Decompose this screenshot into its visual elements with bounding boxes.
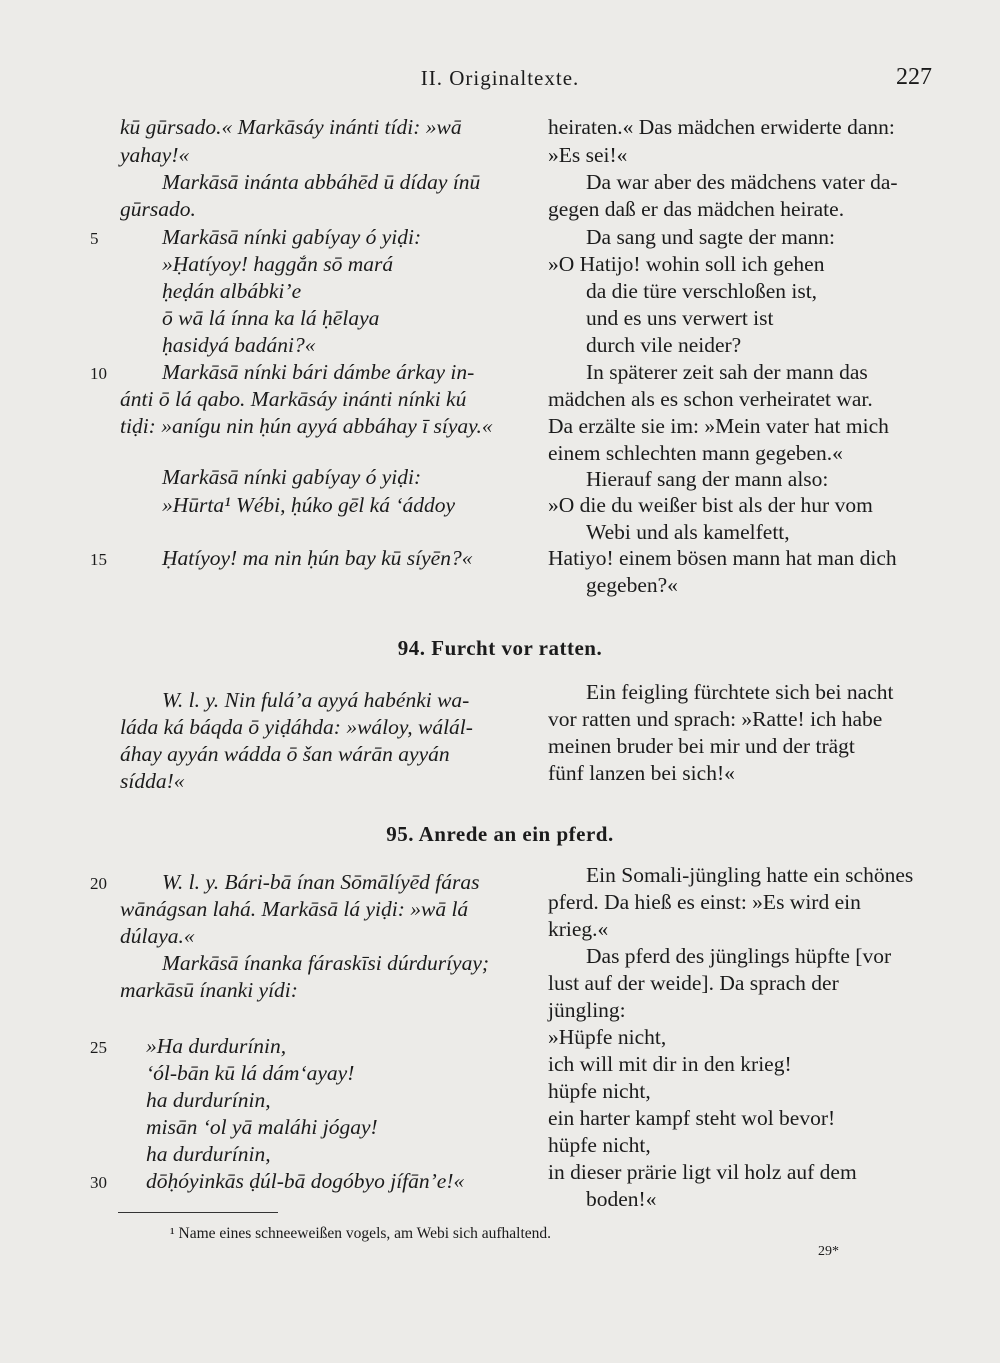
text-line: Markāsā nínki gabíyay ó yiḍi: xyxy=(162,465,422,489)
line-number: 20 xyxy=(90,874,107,893)
text-line: boden!« xyxy=(586,1187,657,1211)
text-line: W. l. y. Bári-bā ínan Sōmālíyēd fáras xyxy=(162,870,480,894)
text-line: misān ʻol yā maláhi jógay! xyxy=(146,1115,378,1139)
text-line: Ein feigling fürchtete sich bei nacht xyxy=(586,680,894,704)
text-line: krieg.« xyxy=(548,917,609,941)
text-line: und es uns verwert ist xyxy=(586,306,774,330)
text-line: tiḍi: »anígu nin ḥún ayyá abbáhay ī síyay.« xyxy=(120,414,493,438)
text-line: ḥeḍán albábkiʼe xyxy=(162,279,302,303)
text-line: Hatiyo! einem bösen mann hat man dich xyxy=(548,546,897,570)
text-line: Hierauf sang der mann also: xyxy=(586,467,829,491)
text-line: Markāsā ínanka fáraskīsi dúrduríyay; xyxy=(162,951,490,975)
section-heading-95: 95. Anrede an ein pferd. xyxy=(386,822,614,846)
line-number: 15 xyxy=(90,550,107,569)
text-line: wānágsan lahá. Markāsā lá yiḍi: »wā lá xyxy=(120,897,469,921)
text-line: Da sang und sagte der mann: xyxy=(586,225,835,249)
text-line: gegen daß er das mädchen heirate. xyxy=(548,197,845,221)
text-line: Da war aber des mädchens vater da- xyxy=(586,170,898,194)
text-line: sídda!« xyxy=(120,769,185,793)
text-line: ʻól-bān kū lá dámʻayay! xyxy=(146,1061,355,1085)
running-title: II. Originaltexte. xyxy=(420,66,580,90)
text-line: Ḥatíyoy! ma nin ḥún bay kū síyēn?« xyxy=(162,546,473,570)
text-line: pferd. Da hieß es einst: »Es wird ein xyxy=(548,890,861,914)
text-line: ein harter kampf steht wol bevor! xyxy=(548,1106,836,1130)
text-line: Webi und als kamelfett, xyxy=(586,520,790,544)
text-line: »Hüpfe nicht, xyxy=(548,1025,667,1049)
text-line: Markāsā inánta abbáhēd ū díday ínū xyxy=(162,170,481,194)
text-line: »O die du weißer bist als der hur vom xyxy=(548,493,873,517)
text-line: hüpfe nicht, xyxy=(548,1133,651,1157)
section-heading-94: 94. Furcht vor ratten. xyxy=(397,636,603,660)
text-line: lust auf der weide]. Da sprach der xyxy=(548,971,839,995)
text-line: dúlaya.« xyxy=(120,924,195,948)
text-line: dōḥóyinkās ḍúl-bā dogóbyo jífānʼe!« xyxy=(146,1169,465,1193)
signature-mark: 29* xyxy=(818,1244,839,1259)
text-line: durch vile neider? xyxy=(586,333,742,357)
text-line: »Ha durdurínin, xyxy=(146,1034,287,1058)
text-line: ha durdurínin, xyxy=(146,1088,271,1112)
line-number: 10 xyxy=(90,364,107,383)
text-line: jüngling: xyxy=(548,998,626,1022)
text-line: láda ká báqda ō yiḍáhda: »wáloy, wálál- xyxy=(120,715,473,739)
text-line: »Es sei!« xyxy=(548,143,628,167)
text-line: Markāsā nínki gabíyay ó yiḍi: xyxy=(162,225,422,249)
text-line: ich will mit dir in den krieg! xyxy=(548,1052,792,1076)
text-line: In späterer zeit sah der mann das xyxy=(586,360,868,384)
text-line: áhay ayyán wádda ō šan wárān ayyán xyxy=(120,742,450,766)
text-line: yahay!« xyxy=(120,143,190,167)
footnote-rule xyxy=(118,1212,278,1213)
text-line: gegeben?« xyxy=(586,573,678,597)
line-number: 30 xyxy=(90,1173,107,1192)
text-line: hüpfe nicht, xyxy=(548,1079,651,1103)
text-line: heiraten.« Das mädchen erwiderte dann: xyxy=(548,115,895,139)
text-line: W. l. y. Nin fuláʼa ayyá habénki wa- xyxy=(162,688,470,712)
line-number: 5 xyxy=(90,229,99,248)
text-line: ō wā lá ínna ka lá ḥēlaya xyxy=(162,306,380,330)
page-number: 227 xyxy=(896,64,932,90)
text-line: »O Hatijo! wohin soll ich gehen xyxy=(548,252,825,276)
text-line: einem schlechten mann gegeben.« xyxy=(548,441,843,465)
text-line: vor ratten und sprach: »Ratte! ich habe xyxy=(548,707,883,731)
text-line: mädchen als es schon verheiratet war. xyxy=(548,387,873,411)
text-line: in dieser prärie ligt vil holz auf dem xyxy=(548,1160,857,1184)
text-line: Das pferd des jünglings hüpfte [vor xyxy=(586,944,892,968)
text-line: markāsū ínanki yídi: xyxy=(120,978,298,1002)
text-line: Markāsā nínki bári dámbe árkay in- xyxy=(162,360,475,384)
text-line: ánti ō lá qabo. Markāsáy inánti nínki kú xyxy=(120,387,467,411)
text-line: Da erzälte sie im: »Mein vater hat mich xyxy=(548,414,889,438)
text-line: »Hūrta¹ Wébi, ḥúko gēl ká ʻáddoy xyxy=(162,493,456,517)
text-line: ḥasidyá badáni?« xyxy=(162,333,316,357)
text-line: meinen bruder bei mir und der trägt xyxy=(548,734,855,758)
text-line: ha durdurínin, xyxy=(146,1142,271,1166)
text-line: fünf lanzen bei sich!« xyxy=(548,761,735,785)
text-line: da die türe verschloßen ist, xyxy=(586,279,818,303)
text-line: kū gūrsado.« Markāsáy inánti tídi: »wā xyxy=(120,115,462,139)
text-line: »Ḥatíyoy! haggắn sō mará xyxy=(162,252,394,276)
text-line: gūrsado. xyxy=(120,197,196,221)
footnote: ¹ Name eines schneeweißen vogels, am Webi sich aufhaltend. xyxy=(170,1225,552,1242)
line-number: 25 xyxy=(90,1038,107,1057)
text-line: Ein Somali-jüngling hatte ein schönes xyxy=(586,863,914,887)
